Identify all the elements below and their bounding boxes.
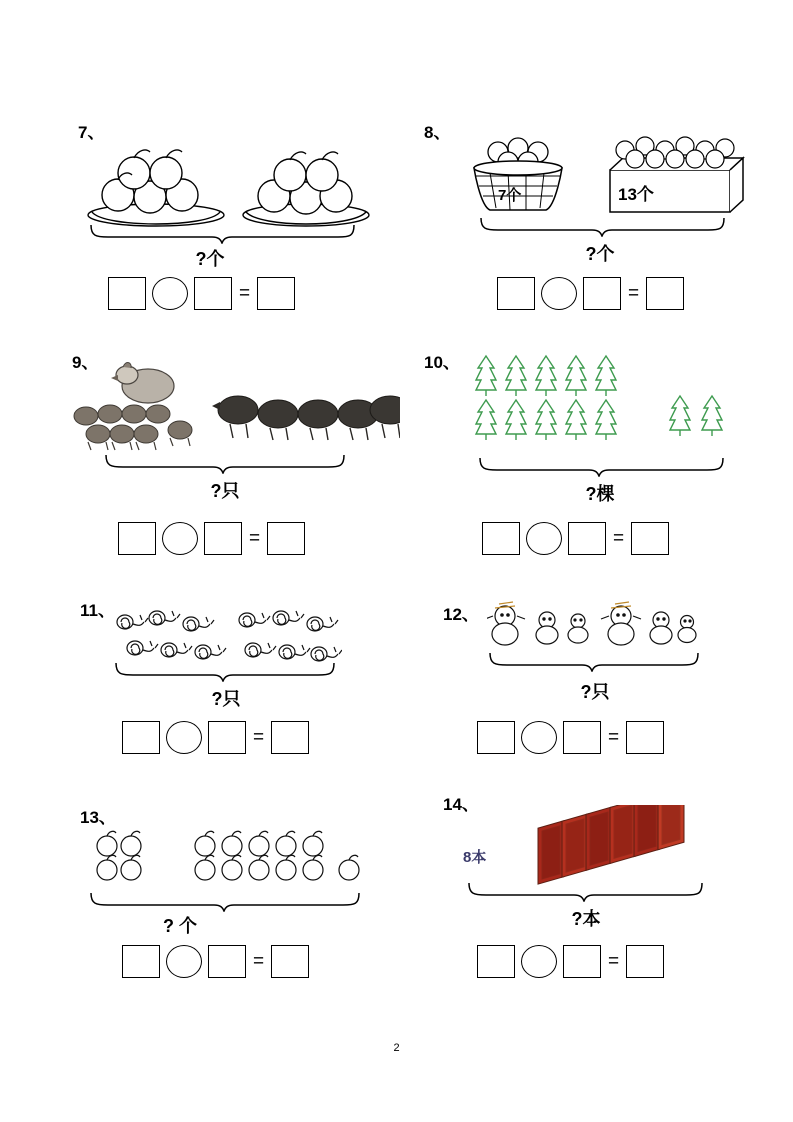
problem-14-unit-label: ?本 bbox=[571, 909, 601, 929]
problem-9-unit-label: ?只 bbox=[210, 481, 240, 501]
problem-7-number: 7、 bbox=[78, 123, 105, 142]
problem-9-equals-sign: = bbox=[249, 528, 261, 549]
problem-10-unit-label: ?棵 bbox=[585, 484, 615, 504]
problem-12-operand2-box[interactable] bbox=[563, 721, 601, 754]
problem-14-operand1-box[interactable] bbox=[477, 945, 515, 978]
problem-13-operand1-box[interactable] bbox=[122, 945, 160, 978]
problem-10-number: 10、 bbox=[424, 353, 460, 372]
problem-8-basket-tag: 7个 bbox=[498, 187, 522, 204]
problem-12-result-box[interactable] bbox=[626, 721, 664, 754]
problem-13-equals-sign: = bbox=[253, 951, 265, 972]
problem-9-operator-circle[interactable] bbox=[162, 522, 198, 555]
problem-8 bbox=[424, 118, 450, 143]
problem-13-answer-row[interactable] bbox=[122, 945, 309, 978]
problem-14-answer-row[interactable] bbox=[477, 945, 664, 978]
problem-13-operand2-box[interactable] bbox=[208, 945, 246, 978]
problem-7-result-box[interactable] bbox=[257, 277, 295, 310]
problem-8-box-tag: 13个 bbox=[618, 185, 654, 204]
problem-13-result-box[interactable] bbox=[271, 945, 309, 978]
problem-11-result-box[interactable] bbox=[271, 721, 309, 754]
problem-11 bbox=[80, 596, 115, 621]
problem-14-operator-circle[interactable] bbox=[521, 945, 557, 978]
problem-11-brace bbox=[113, 660, 338, 682]
problem-9-number: 9、 bbox=[72, 353, 99, 372]
problem-14-result-box[interactable] bbox=[626, 945, 664, 978]
problem-14-equals-sign: = bbox=[608, 951, 620, 972]
problem-11-number: 11、 bbox=[80, 601, 115, 620]
problem-10-answer-row[interactable] bbox=[482, 522, 669, 555]
problem-8-answer-row[interactable] bbox=[497, 277, 684, 310]
problem-9-answer-row[interactable] bbox=[118, 522, 305, 555]
problem-8-number: 8、 bbox=[424, 123, 451, 142]
problem-12-brace bbox=[487, 650, 702, 672]
problem-10-operator-circle[interactable] bbox=[526, 522, 562, 555]
problem-14-brace bbox=[466, 880, 706, 902]
problem-12-operand1-box[interactable] bbox=[477, 721, 515, 754]
problem-12 bbox=[443, 600, 479, 625]
problem-8-operand2-box[interactable] bbox=[583, 277, 621, 310]
problem-12-answer-row[interactable] bbox=[477, 721, 664, 754]
problem-8-unit-label: ?个 bbox=[585, 244, 615, 264]
problem-7-operand1-box[interactable] bbox=[108, 277, 146, 310]
problem-14-count-tag: 8本 bbox=[463, 849, 487, 866]
problem-7-answer-row[interactable] bbox=[108, 277, 295, 310]
problem-9-illustration bbox=[70, 358, 400, 463]
problem-7-brace bbox=[88, 222, 358, 244]
problem-10-illustration bbox=[470, 352, 740, 452]
problem-8-operand1-box[interactable] bbox=[497, 277, 535, 310]
problem-12-unit-label: ?只 bbox=[580, 682, 610, 702]
problem-9-result-box[interactable] bbox=[267, 522, 305, 555]
problem-13-number: 13、 bbox=[80, 808, 116, 827]
problem-13-brace bbox=[88, 890, 363, 912]
problem-8-brace bbox=[478, 215, 728, 237]
problem-12-number: 12、 bbox=[443, 605, 479, 624]
problem-11-operand1-box[interactable] bbox=[122, 721, 160, 754]
problem-8-result-box[interactable] bbox=[646, 277, 684, 310]
problem-9-operand2-box[interactable] bbox=[204, 522, 242, 555]
problem-11-unit-label: ?只 bbox=[211, 689, 241, 709]
problem-7-unit-label: ?个 bbox=[195, 249, 225, 269]
problem-10-result-box[interactable] bbox=[631, 522, 669, 555]
problem-9-operand1-box[interactable] bbox=[118, 522, 156, 555]
problem-7-operator-circle[interactable] bbox=[152, 277, 188, 310]
problem-14-number: 14、 bbox=[443, 795, 479, 814]
problem-14-operand2-box[interactable] bbox=[563, 945, 601, 978]
problem-11-operator-circle[interactable] bbox=[166, 721, 202, 754]
problem-10 bbox=[424, 348, 460, 373]
problem-13-unit-label: ? 个 bbox=[163, 916, 197, 936]
problem-11-answer-row[interactable] bbox=[122, 721, 309, 754]
problem-13 bbox=[80, 803, 116, 828]
page-number: 2 bbox=[393, 1042, 400, 1054]
problem-12-equals-sign: = bbox=[608, 727, 620, 748]
problem-11-equals-sign: = bbox=[253, 727, 265, 748]
problem-10-brace bbox=[477, 455, 727, 477]
problem-11-operand2-box[interactable] bbox=[208, 721, 246, 754]
problem-14 bbox=[443, 790, 479, 815]
problem-9-brace bbox=[103, 452, 348, 474]
problem-12-operator-circle[interactable] bbox=[521, 721, 557, 754]
problem-10-operand1-box[interactable] bbox=[482, 522, 520, 555]
problem-8-equals-sign: = bbox=[628, 283, 640, 304]
problem-10-operand2-box[interactable] bbox=[568, 522, 606, 555]
problem-10-equals-sign: = bbox=[613, 528, 625, 549]
problem-7-operand2-box[interactable] bbox=[194, 277, 232, 310]
problem-7-equals-sign: = bbox=[239, 283, 251, 304]
problem-8-operator-circle[interactable] bbox=[541, 277, 577, 310]
problem-13-operator-circle[interactable] bbox=[166, 945, 202, 978]
